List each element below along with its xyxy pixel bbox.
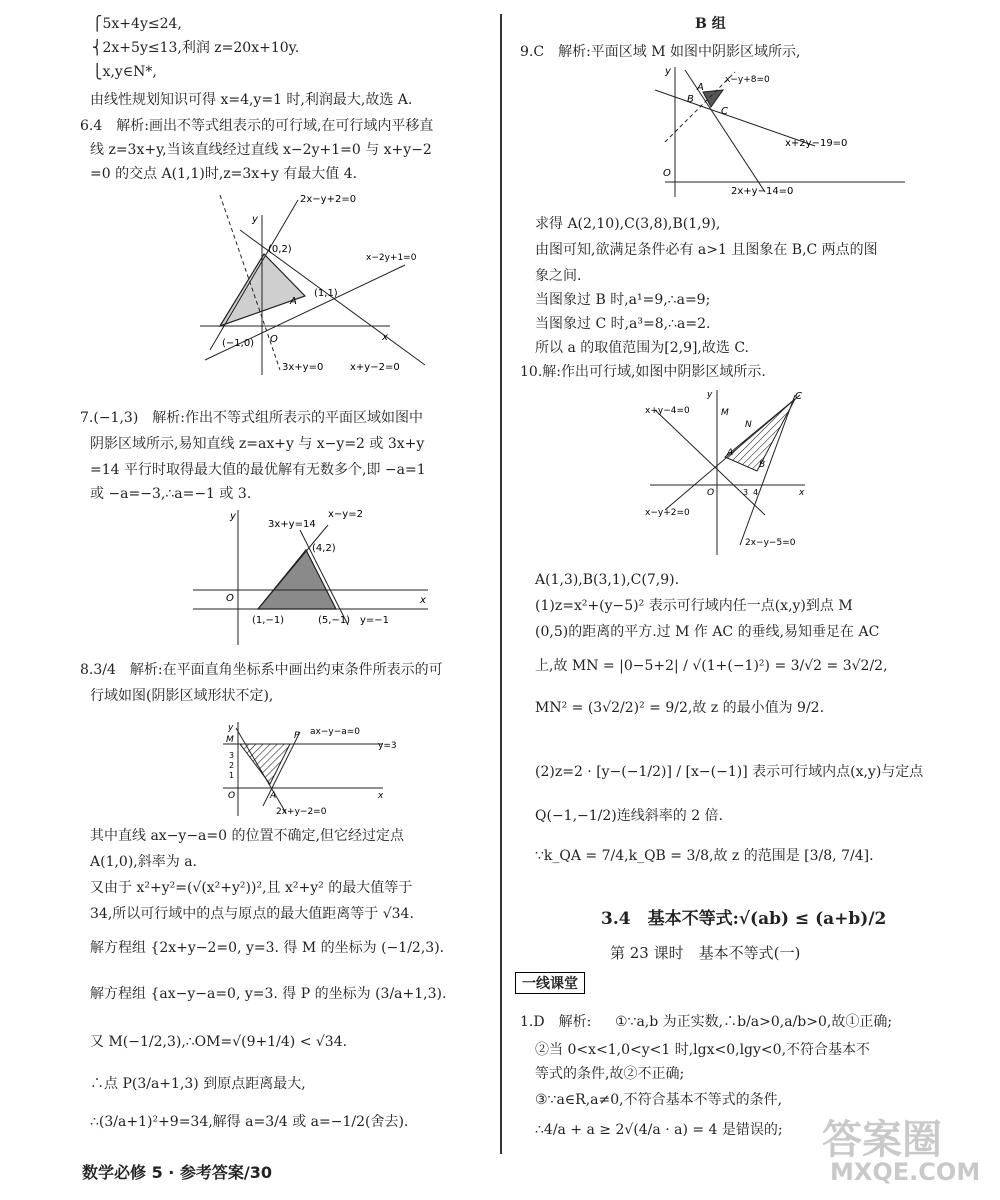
text-line: (2)z=2 · [y−(−1/2)] / [x−(−1)] 表示可行域内点(x,y)与定点 (535, 764, 924, 780)
tick-label: 3 (743, 488, 749, 497)
point-label: (4,2) (312, 543, 336, 554)
axis-label: x (799, 488, 805, 498)
figure-problem-9 (635, 62, 935, 202)
text-line: 解方程组 {2x+y−2=0, y=3. 得 M 的坐标为 (−1/2,3). (90, 940, 445, 956)
point-label: (5,−1) (318, 615, 351, 626)
text-line: ∴(3/a+1)²+9=34,解得 a=3/4 或 a=−1/2(舍去). (90, 1114, 409, 1130)
text-line: ⎧5x+4y≤24, (92, 16, 182, 32)
figure-problem-6 (190, 190, 490, 380)
text-line: =14 平行时取得最大值的最优解有无数多个,即 −a=1 (90, 462, 426, 478)
text-line: 线 z=3x+y,当该直线经过直线 x−2y+1=0 与 x+y−2 (90, 142, 432, 158)
origin-label: O (707, 488, 715, 498)
text-line: ①∵a,b 为正实数,∴b/a>0,a/b>0,故①正确; (615, 1014, 893, 1030)
text-line: ⎩x,y∈N*, (92, 64, 157, 80)
problem-8: 8.3/4 解析:在平面直角坐标系中画出约束条件所表示的可 (80, 662, 443, 678)
point-label: N (745, 420, 752, 430)
problem-9: 9.C 解析:平面区域 M 如图中阴影区域所示, (520, 44, 801, 60)
axis-label: x (382, 332, 388, 343)
lesson-title: 第 23 课时 基本不等式(一) (610, 944, 801, 962)
text-line: 解方程组 {ax−y−a=0, y=3. 得 P 的坐标为 (3/a+1,3). (90, 986, 447, 1002)
line-label: y=−1 (360, 615, 390, 626)
origin-label: O (228, 791, 236, 801)
line-label: 2x−y−5=0 (745, 538, 796, 548)
point-label: C (795, 391, 802, 402)
axis-label: x (420, 595, 426, 606)
text-line: (0,5)的距离的平方.过 M 作 AC 的垂线,易知垂足在 AC (535, 624, 880, 640)
section-tag: 一线课堂 (515, 972, 585, 994)
text-line: 象之间. (535, 268, 582, 284)
line-label: x−y+2=0 (645, 508, 690, 518)
text-line: 又 M(−1/2,3),∴OM=√(9+1/4) < √34. (90, 1034, 348, 1050)
origin-label: O (226, 593, 234, 604)
text-line: MN² = (3√2/2)² = 9/2,故 z 的最小值为 9/2. (535, 700, 825, 716)
column-divider (500, 14, 502, 1154)
problem-7: 7.(−1,3) 解析:作出不等式组所表示的平面区域如图中 (80, 410, 423, 426)
axis-label: y (228, 723, 234, 733)
tick-label: 4 (753, 488, 759, 497)
figure-problem-8 (218, 718, 418, 818)
point-label: (1,1) (314, 288, 338, 299)
text-line: 又由于 x²+y²=(√(x²+y²))²,且 x²+y² 的最大值等于 (90, 880, 413, 896)
point-label: C (721, 106, 728, 117)
line-label: x+y−2=0 (350, 362, 400, 373)
line-label: 2x+y−2=0 (276, 807, 327, 817)
axis-label: y (230, 511, 236, 522)
point-label: (1,−1) (252, 615, 285, 626)
point-label: B (759, 460, 766, 470)
origin-label: O (663, 168, 671, 179)
line-label: 2x+y−14=0 (731, 186, 794, 197)
text-line: 34,所以可行域中的点与原点的最大值距离等于 √34. (90, 906, 414, 922)
line-label: 3x+y=0 (282, 362, 324, 373)
text-line: ③∵a∈R,a≠0,不符合基本不等式的条件, (535, 1092, 783, 1108)
point-label: M (226, 735, 234, 745)
point-label: B (687, 94, 694, 105)
text-line: A(1,0),斜率为 a. (90, 854, 197, 870)
line-label: x−y+8=0 (725, 75, 770, 85)
page-footer: 数学必修 5 · 参考答案/30 (82, 1163, 273, 1182)
line-label: x−y=2 (328, 509, 363, 520)
origin-label: O (270, 334, 278, 345)
text-line: 由线性规划知识可得 x=4,y=1 时,利润最大,故选 A. (90, 92, 413, 108)
text-line: 所以 a 的取值范围为[2,9],故选 C. (535, 340, 749, 356)
point-label: A (270, 791, 277, 801)
text-line: ②当 0<x<1,0<y<1 时,lgx<0,lgy<0,不符合基本不 (535, 1042, 871, 1058)
text-line: ⎨2x+5y≤13,利润 z=20x+10y. (92, 40, 300, 56)
line-label: y=3 (378, 741, 397, 751)
text-line: =0 的交点 A(1,1)时,z=3x+y 有最大值 4. (90, 166, 358, 182)
watermark-logo: 答案圈 (822, 1117, 942, 1163)
line-label: 3x+y=14 (268, 519, 316, 530)
axis-label: y (252, 214, 258, 225)
text-line: ∴点 P(3/a+1,3) 到原点距离最大, (90, 1076, 306, 1092)
watermark-url: MXQE.COM (830, 1158, 981, 1186)
group-title: B 组 (695, 16, 726, 32)
text-line: A(1,3),B(3,1),C(7,9). (535, 572, 680, 588)
point-label: (0,2) (268, 244, 292, 255)
problem-6: 6.4 解析:画出不等式组表示的可行域,在可行域内平移直 (80, 118, 434, 134)
text-line: 其中直线 ax−y−a=0 的位置不确定,但它经过定点 (90, 828, 404, 844)
tick-label: 2 (229, 761, 235, 770)
text-line: ∵k_QA = 7/4,k_QB = 3/8,故 z 的范围是 [3/8, 7/4]. (535, 848, 874, 864)
tick-label: 3 (229, 751, 235, 760)
text-line: ∴4/a + a ≥ 2√(4/a · a) = 4 是错误的; (535, 1122, 783, 1138)
line-label: x+y−4=0 (645, 406, 690, 416)
figure-problem-7 (188, 505, 488, 650)
tick-label: 1 (229, 771, 235, 780)
axis-label: y (665, 66, 671, 77)
text-line: 阴影区域所示,易知直线 z=ax+y 与 x−y=2 或 3x+y (90, 436, 425, 452)
problem-1-prefix: 1.D 解析: (520, 1014, 592, 1030)
problem-10: 10.解:作出可行域,如图中阴影区域所示. (520, 364, 766, 380)
text-line: 由图可知,欲满足条件必有 a>1 且图象在 B,C 两点的图 (535, 242, 878, 258)
line-label: ax−y−a=0 (310, 727, 361, 737)
point-label: (−1,0) (222, 338, 255, 349)
text-line: 求得 A(2,10),C(3,8),B(1,9), (535, 216, 721, 232)
text-line: (1)z=x²+(y−5)² 表示可行域内任一点(x,y)到点 M (535, 598, 853, 614)
section-title: 3.4 基本不等式:√(ab) ≤ (a+b)/2 (601, 909, 887, 929)
line-label: 2x−y+2=0 (300, 194, 357, 205)
axis-label: y (707, 390, 713, 400)
point-label: A (697, 82, 704, 93)
text-line: Q(−1,−1/2)连线斜率的 2 倍. (535, 808, 724, 824)
point-label: A (290, 296, 297, 307)
figure-problem-10 (645, 385, 815, 560)
text-line: 上,故 MN = |0−5+2| / √(1+(−1)²) = 3/√2 = 3√2/2, (535, 658, 888, 674)
text-line: 等式的条件,故②不正确; (535, 1066, 685, 1082)
line-label: x−2y+1=0 (366, 253, 417, 263)
text-line: 当图象过 C 时,a³=8,∴a=2. (535, 316, 711, 332)
text-line: 当图象过 B 时,a¹=9,∴a=9; (535, 292, 711, 308)
point-label: P (294, 731, 300, 741)
axis-label: x (378, 791, 384, 801)
text-line: 或 −a=−3,∴a=−1 或 3. (90, 486, 252, 502)
point-label: M (721, 408, 729, 418)
line-label: x+2y−19=0 (785, 138, 848, 149)
point-label: A (727, 448, 734, 458)
text-line: 行域如图(阴影区域形状不定), (90, 688, 274, 704)
